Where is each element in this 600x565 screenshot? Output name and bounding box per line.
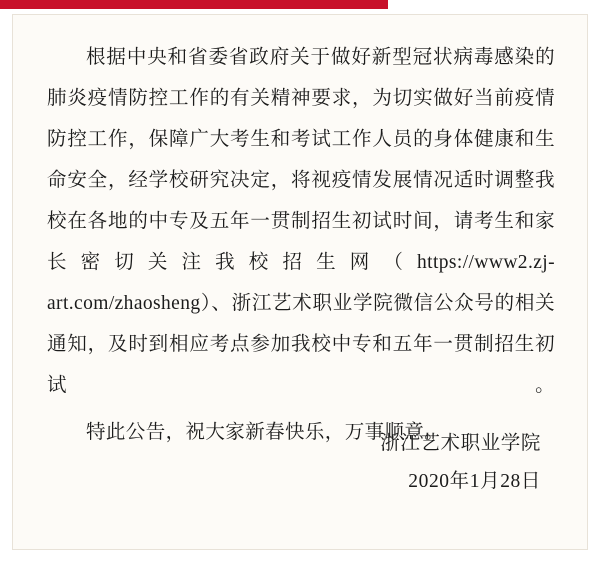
paragraph-main: 根据中央和省委省政府关于做好新型冠状病毒感染的肺炎疫情防控工作的有关精神要求，为切实做好当前疫情防控工作，保障广大考生和考试工作人员的身体健康和生命安全，经学校研究决定，将视疫情发展情况适时调整我校在各地的中专及五年一贯制招生初试时间，请考生和家长密切关注我校招生网（https://www2.zj-art.com/zhaosheng）、浙江艺术职业学院微信公众号的相关通知，及时到相应考点参加我校中专和五年一贯制招生初试。 (47, 47, 555, 396)
paragraph-closing: 特此公告，祝大家新春快乐，万事顺意。 (86, 422, 445, 443)
red-accent-segment (0, 0, 388, 9)
top-accent-bar (0, 0, 600, 10)
signature-organization: 浙江艺术职业学院 (380, 433, 541, 454)
signature-date: 2020年1月28日 (408, 471, 541, 492)
announcement-body (47, 37, 555, 473)
signature-block (380, 425, 541, 501)
announcement-card (12, 14, 588, 550)
